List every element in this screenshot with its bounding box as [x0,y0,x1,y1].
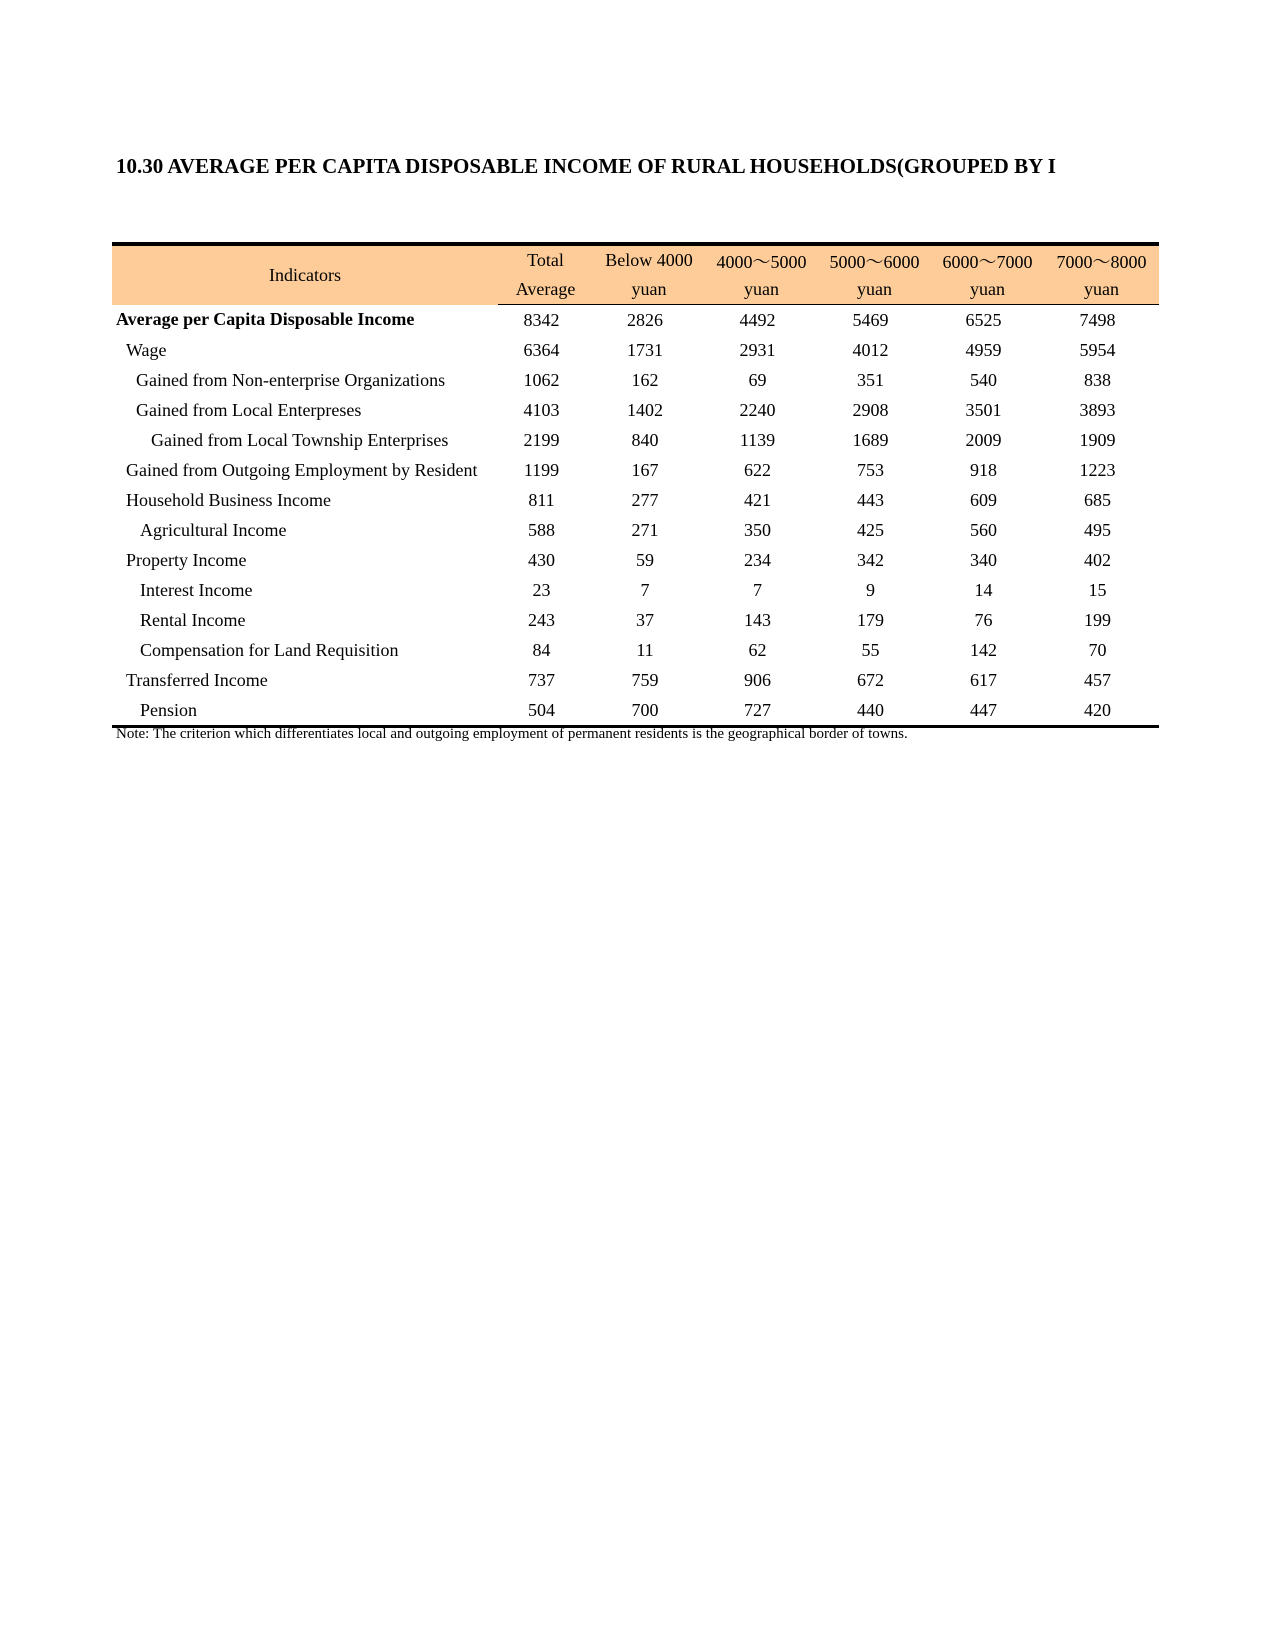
cell-value: 277 [631,489,659,510]
cell-value: 55 [861,639,880,660]
cell-value: 811 [528,489,555,510]
cell-value: 15 [1088,579,1107,600]
cell-value: 1909 [1079,429,1116,450]
cell-value: 737 [528,669,555,690]
table-row [112,455,1159,485]
header-indicators: Indicators [112,244,498,305]
cell-value: 4103 [523,399,560,420]
cell-value: 5469 [852,309,889,330]
cell-value: 402 [1084,549,1111,570]
row-label: Gained from Local Township Enterprises [151,429,449,450]
cell-value: 495 [1084,519,1111,540]
table-row [112,575,1159,605]
row-label: Compensation for Land Requisition [140,639,399,660]
cell-value: 84 [532,639,551,660]
row-label: Gained from Local Enterpreses [136,399,362,420]
table-row [112,635,1159,665]
cell-value: 430 [528,549,555,570]
cell-value: 2240 [739,399,776,420]
cell-value: 6364 [523,339,560,360]
header-below4000-line2: yuan [593,275,705,305]
cell-value: 14 [974,579,993,600]
header-row-1 [112,244,1159,275]
row-label: Rental Income [140,609,246,630]
cell-value: 2908 [852,399,889,420]
row-label: Interest Income [140,579,253,600]
cell-value: 1223 [1079,459,1116,480]
cell-value: 350 [744,519,771,540]
cell-value: 1689 [852,429,889,450]
header-total-line2: Average [498,275,593,305]
cell-value: 540 [970,369,997,390]
cell-value: 199 [1084,609,1111,630]
cell-value: 447 [931,695,1044,727]
table-row [112,665,1159,695]
header-below4000-line1: Below 4000 [593,244,705,275]
cell-value: 7 [640,579,650,600]
cell-value: 59 [636,549,654,570]
cell-value: 340 [970,549,997,570]
row-label: Agricultural Income [140,519,287,540]
header-4000-5000-line2: yuan [705,275,818,305]
cell-value: 62 [748,639,767,660]
cell-value: 440 [818,695,931,727]
header-7000-8000-line2: yuan [1044,275,1159,305]
row-label: Wage [126,339,167,360]
header-total-line1: Total [498,244,593,275]
cell-value: 838 [1084,369,1111,390]
header-7000-8000-line1: 7000～8000 [1044,244,1159,275]
cell-value: 5954 [1079,339,1116,360]
cell-value: 918 [970,459,997,480]
cell-value: 9 [866,579,875,600]
cell-value: 753 [857,459,884,480]
cell-value: 3893 [1079,399,1116,420]
table-row [112,515,1159,545]
cell-value: 162 [631,369,659,390]
cell-value: 4492 [739,309,776,330]
cell-value: 23 [532,579,551,600]
cell-value: 167 [631,459,659,480]
cell-value: 1199 [523,459,560,480]
cell-value: 617 [970,669,997,690]
cell-value: 727 [705,695,818,727]
table-row [112,305,1159,336]
cell-value: 342 [857,549,884,570]
table-row [112,395,1159,425]
income-table-container [112,242,1159,728]
cell-value: 2826 [627,309,663,330]
cell-value: 179 [857,609,884,630]
cell-value: 234 [744,549,771,570]
cell-value: 588 [528,519,555,540]
row-label: Property Income [126,549,247,570]
cell-value: 271 [631,519,659,540]
cell-value: 840 [631,429,659,450]
cell-value: 6525 [965,309,1002,330]
cell-value: 1139 [739,429,776,450]
cell-value: 685 [1084,489,1111,510]
cell-value: 3501 [965,399,1002,420]
cell-value: 1062 [523,369,560,390]
cell-value: 7498 [1079,309,1116,330]
cell-value: 4012 [852,339,889,360]
table-row [112,365,1159,395]
header-5000-6000-line1: 5000～6000 [818,244,931,275]
cell-value: 70 [1088,639,1107,660]
cell-value: 243 [528,609,555,630]
cell-value: 759 [631,669,659,690]
cell-value: 7 [753,579,762,600]
cell-value: 11 [636,639,654,660]
table-row [112,425,1159,455]
cell-value: 560 [970,519,997,540]
cell-value: 443 [857,489,884,510]
cell-value: 143 [744,609,771,630]
table-row [112,695,1159,727]
cell-value: 622 [744,459,771,480]
header-4000-5000-line1: 4000～5000 [705,244,818,275]
cell-value: 4959 [965,339,1002,360]
cell-value: 351 [857,369,884,390]
table-note: Note: The criterion which differentiates local and outgoing employment of permanent residents is the geographical border of towns. [116,726,908,742]
cell-value: 8342 [523,309,560,330]
income-table [112,242,1159,728]
cell-value: 76 [974,609,993,630]
cell-value: 700 [593,695,705,727]
cell-value: 672 [857,669,884,690]
cell-value: 609 [970,489,997,510]
cell-value: 2931 [739,339,776,360]
cell-value: 421 [744,489,771,510]
cell-value: 1731 [627,339,663,360]
cell-value: 2199 [523,429,560,450]
header-5000-6000-line2: yuan [818,275,931,305]
cell-value: 2009 [965,429,1002,450]
cell-value: 37 [636,609,654,630]
table-row [112,335,1159,365]
table-row [112,605,1159,635]
cell-value: 69 [748,369,767,390]
row-label: Pension [112,695,498,727]
cell-value: 504 [498,695,593,727]
table-body [112,305,1159,727]
header-6000-7000-line1: 6000～7000 [931,244,1044,275]
cell-value: 457 [1084,669,1111,690]
row-label: Gained from Non-enterprise Organizations [136,369,446,390]
page-title: 10.30 AVERAGE PER CAPITA DISPOSABLE INCOME OF RURAL HOUSEHOLDS(GROUPED BY I [116,154,1056,178]
row-label: Household Business Income [126,489,331,510]
header-6000-7000-line2: yuan [931,275,1044,305]
table-row [112,545,1159,575]
cell-value: 425 [857,519,884,540]
cell-value: 906 [744,669,771,690]
row-label: Gained from Outgoing Employment by Resident [126,459,478,480]
cell-value: 1402 [627,399,663,420]
row-label: Transferred Income [126,669,268,690]
table-row [112,485,1159,515]
table-header [112,244,1159,305]
row-label: Average per Capita Disposable Income [116,309,415,330]
cell-value: 142 [970,639,997,660]
cell-value: 420 [1044,695,1159,727]
